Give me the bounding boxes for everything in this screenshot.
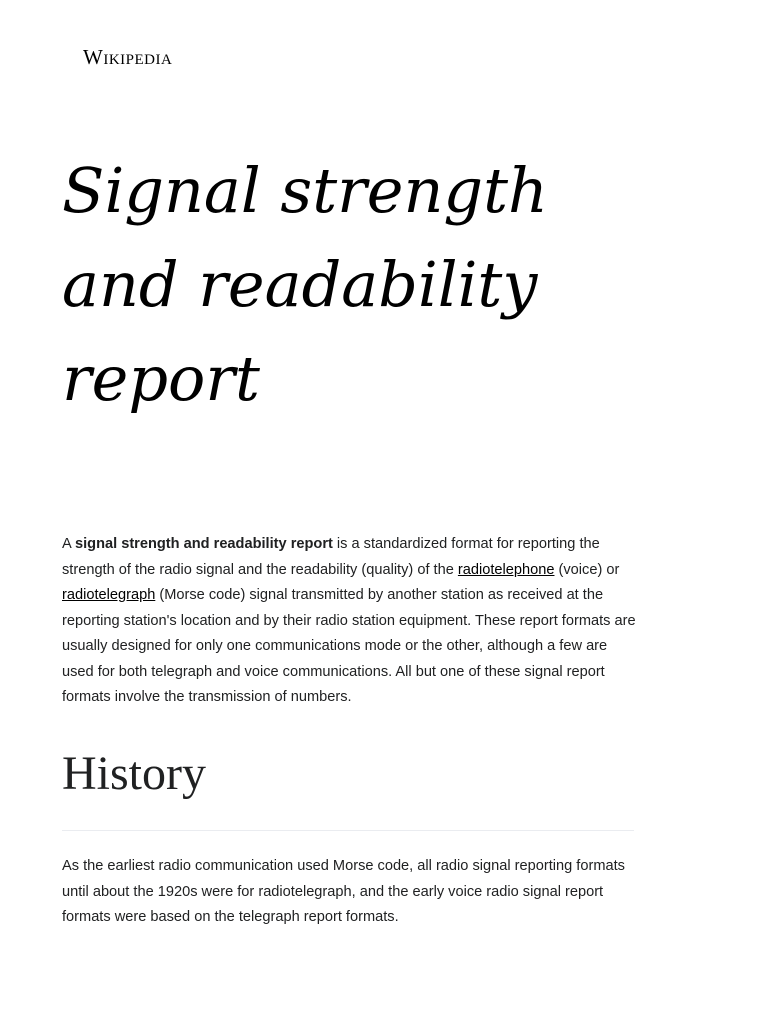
lead-text-1: is a standardized format for reporting the strength of the radio signal and the readability (quality) of the [62,536,600,578]
link-radiotelephone[interactable]: radiotelephone [457,561,555,578]
lead-text-3: (Morse code) signal transmitted by another station as received at the reporting station's location and by their radio station equipment. These report formats are usually designed for only one communications mode or the other, although a few are used for both telegraph and voice communications. All but one of these signal report formats involve the transmission of numbers. [62,587,636,705]
lead-text-2: (voice) or [554,561,620,578]
lead-bold-term: signal strength and readability report [74,536,333,552]
wikipedia-logo[interactable]: Wikipedia [83,45,173,69]
lead-prefix: A [62,536,75,552]
section-heading-history[interactable]: History [62,747,206,800]
page-title: Signal strength and readability report [62,154,548,415]
link-radiotelegraph[interactable]: radiotelegraph [62,587,156,603]
lead-paragraph [62,532,636,711]
section-divider [62,830,634,831]
history-paragraph: As the earliest radio communication used Morse code, all radio signal reporting formats until about the 1920s were for radiotelegraph, and the early voice radio signal report formats were based on the telegraph report formats. [62,858,625,925]
